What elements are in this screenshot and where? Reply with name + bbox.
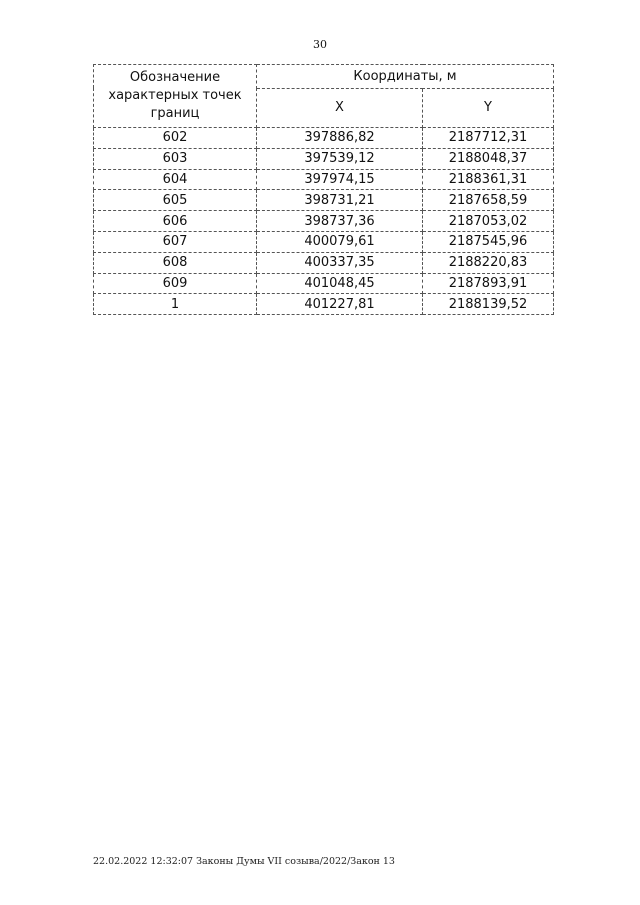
cell-x: 401227,81 [257,294,423,315]
cell-x: 400337,35 [257,252,423,273]
table-row [94,294,554,315]
cell-point: 1 [94,294,257,315]
table-row [94,190,554,211]
page-number: 30 [313,38,327,51]
cell-x: 398737,36 [257,211,423,232]
cell-y: 2187712,31 [423,128,554,149]
table-row [94,169,554,190]
cell-point: 604 [94,169,257,190]
cell-point: 606 [94,211,257,232]
cell-x: 397974,15 [257,169,423,190]
cell-y: 2187658,59 [423,190,554,211]
table-row [94,128,554,149]
coordinates-table [93,64,554,315]
header-x: X [257,88,423,127]
cell-y: 2187893,91 [423,273,554,294]
header-point-designation: Обозначение характерных точек границ [94,65,257,128]
cell-x: 397886,82 [257,128,423,149]
cell-x: 397539,12 [257,148,423,169]
cell-x: 398731,21 [257,190,423,211]
cell-point: 602 [94,128,257,149]
cell-y: 2188139,52 [423,294,554,315]
table-row [94,211,554,232]
cell-y: 2188048,37 [423,148,554,169]
cell-point: 609 [94,273,257,294]
cell-x: 401048,45 [257,273,423,294]
cell-y: 2187545,96 [423,231,554,252]
cell-point: 607 [94,231,257,252]
header-coordinates: Координаты, м [257,65,554,89]
table-row [94,231,554,252]
cell-point: 603 [94,148,257,169]
cell-x: 400079,61 [257,231,423,252]
table-row [94,273,554,294]
document-footer: 22.02.2022 12:32:07 Законы Думы VII созыва/2022/Закон 13 [93,856,395,867]
table-row [94,148,554,169]
cell-point: 605 [94,190,257,211]
cell-y: 2187053,02 [423,211,554,232]
table-row [94,252,554,273]
cell-y: 2188220,83 [423,252,554,273]
cell-point: 608 [94,252,257,273]
header-y: Y [423,88,554,127]
cell-y: 2188361,31 [423,169,554,190]
